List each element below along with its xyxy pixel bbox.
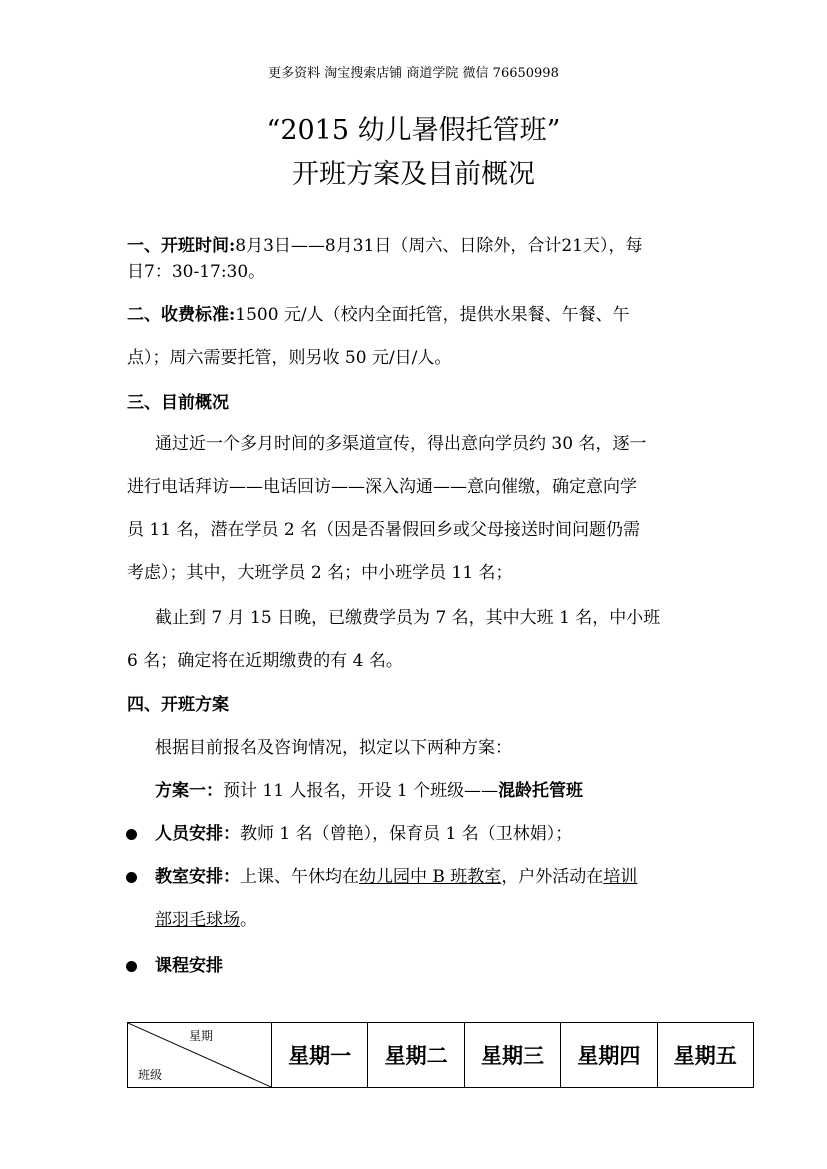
table-header-friday: 星期五 [657, 1023, 753, 1088]
room-classroom: 幼儿园中 B 班教室 [359, 867, 502, 887]
corner-label-weekday: 星期 [188, 1029, 213, 1043]
staff-heading: 人员安排： [155, 824, 240, 844]
section-3-p1-line1: 通过近一个多月时间的多渠道宣传，得出意向学员约 30 名，逐一 [155, 434, 647, 454]
bullet-icon [126, 829, 137, 840]
plan-1-text: 预计 11 人报名，开设 1 个班级—— [223, 781, 499, 801]
section-1-heading: 一、开班时间: [127, 236, 236, 256]
room-court-part2: 部羽毛球场 [155, 910, 240, 930]
section-2-heading: 二、收费标准: [127, 305, 236, 325]
section-4-intro: 根据目前报名及咨询情况，拟定以下两种方案： [155, 738, 512, 758]
document-title-line1: “2015 幼儿暑假托管班” [266, 115, 561, 146]
staff-line [155, 824, 572, 844]
section-3-heading: 三、目前概况 [127, 393, 229, 413]
schedule-table [127, 1022, 754, 1088]
room-heading: 教室安排： [155, 867, 240, 887]
section-3-p2-line2: 6 名；确定将在近期缴费的有 4 名。 [127, 651, 403, 671]
room-text-2: ，户外活动在 [501, 867, 604, 887]
section-3-p2-line1: 截止到 7 月 15 日晚，已缴费学员为 7 名，其中大班 1 名，中小班 [155, 608, 661, 628]
room-line1 [155, 867, 637, 887]
document-title-line2: 开班方案及目前概况 [292, 159, 535, 190]
section-1-line1 [127, 236, 643, 256]
section-3-p1-line4: 考虑）；其中，大班学员 2 名；中小班学员 11 名； [127, 563, 513, 583]
plan-1-heading: 方案一： [155, 781, 223, 801]
room-text-3: 。 [240, 910, 257, 930]
table-header-thursday: 星期四 [561, 1023, 657, 1088]
section-1-line2: 日7：30-17:30。 [127, 262, 266, 282]
section-1-text: 8月3日——8月31日（周六、日除外，合计21天），每 [235, 236, 643, 256]
section-2-text: 1500 元/人（校内全面托管，提供水果餐、午餐、午 [235, 305, 630, 325]
page-header: 更多资料 淘宝搜索店铺 商道学院 微信 76650998 [268, 66, 559, 81]
staff-text: 教师 1 名（曾艳），保育员 1 名（卫林娟）； [240, 824, 573, 844]
plan-1-line [155, 781, 583, 801]
section-2-line1 [127, 305, 630, 325]
plan-1-class-name: 混龄托管班 [498, 781, 584, 801]
table-header-tuesday: 星期二 [368, 1023, 464, 1088]
section-2-line2: 点）；周六需要托管，则另收 50 元/日/人。 [127, 348, 452, 368]
bullet-icon [126, 872, 137, 883]
course-heading: 课程安排 [155, 956, 223, 976]
table-row [128, 1023, 754, 1088]
bullet-icon [126, 961, 137, 972]
table-header-wednesday: 星期三 [464, 1023, 560, 1088]
corner-label-class: 班级 [138, 1068, 163, 1082]
section-3-p1-line3: 员 11 名，潜在学员 2 名（因是否暑假回乡或父母接送时间问题仍需 [127, 520, 641, 540]
room-text-1: 上课、午休均在 [240, 867, 359, 887]
room-line2 [155, 910, 257, 930]
room-court-part1: 培训 [603, 867, 638, 887]
section-4-heading: 四、开班方案 [127, 695, 229, 715]
table-header-monday: 星期一 [272, 1023, 368, 1088]
table-corner-cell [128, 1023, 272, 1088]
section-3-p1-line2: 进行电话拜访——电话回访——深入沟通——意向催缴，确定意向学 [127, 477, 637, 497]
